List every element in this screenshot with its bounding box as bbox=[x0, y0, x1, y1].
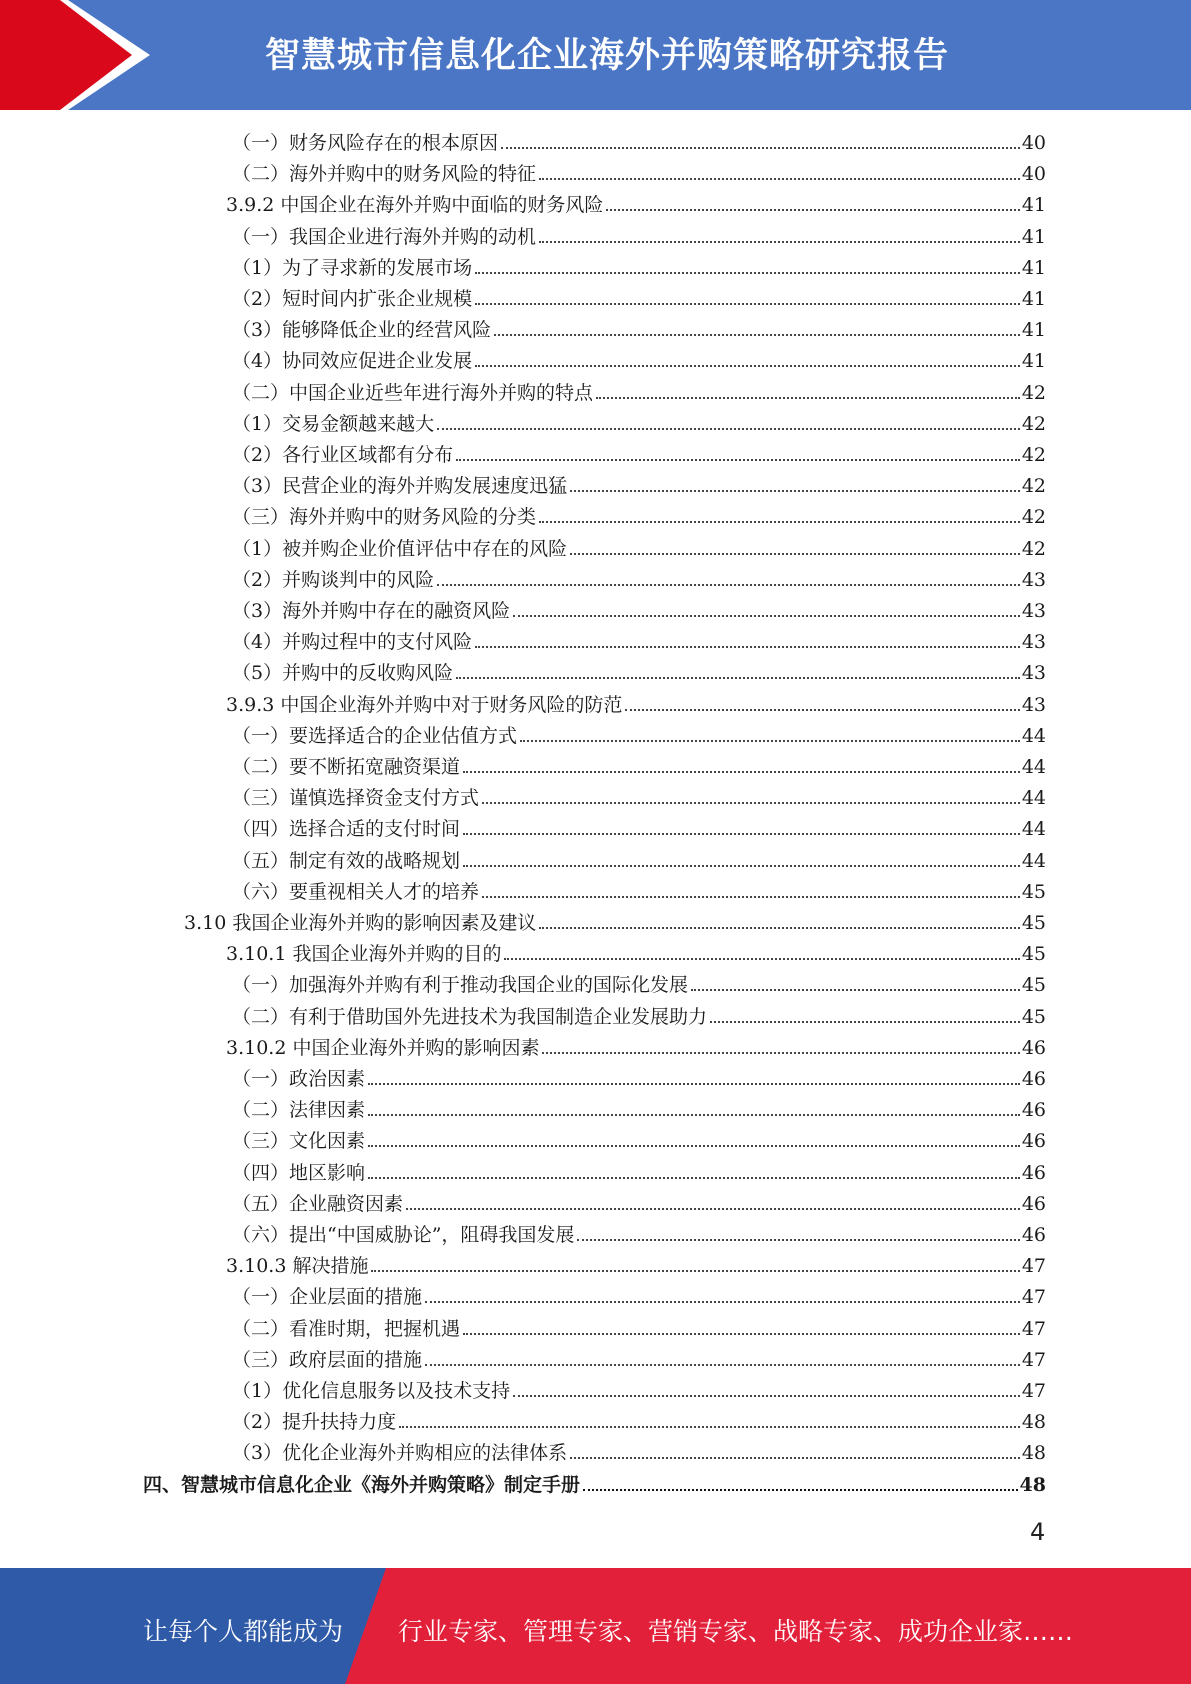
toc-entry[interactable] bbox=[232, 658, 1046, 689]
leader-dots bbox=[504, 958, 1019, 960]
leader-dots bbox=[475, 646, 1020, 648]
toc-entry-title: （一）我国企业进行海外并购的动机 bbox=[232, 226, 537, 248]
toc-entry-title: （四）地区影响 bbox=[232, 1162, 366, 1184]
leader-dots bbox=[406, 1208, 1020, 1210]
toc-entry[interactable] bbox=[226, 690, 1046, 721]
leader-dots bbox=[368, 1083, 1020, 1085]
toc-entry[interactable] bbox=[232, 1376, 1046, 1407]
toc-entry-title: （3）海外并购中存在的融资风险 bbox=[232, 600, 511, 622]
toc-entry-page: 47 bbox=[1021, 1349, 1046, 1371]
toc-entry-page: 45 bbox=[1021, 943, 1046, 965]
toc-entry[interactable] bbox=[232, 1407, 1046, 1438]
toc-entry-title: （一）企业层面的措施 bbox=[232, 1286, 423, 1308]
leader-dots bbox=[437, 428, 1020, 430]
toc-entry-title: （二）有利于借助国外先进技术为我国制造企业发展助力 bbox=[232, 1006, 708, 1028]
toc-entry-page: 41 bbox=[1021, 194, 1046, 216]
leader-dots bbox=[570, 553, 1020, 555]
toc-entry-page: 46 bbox=[1021, 1037, 1046, 1059]
toc-entry-page: 43 bbox=[1021, 662, 1046, 684]
toc-entry[interactable] bbox=[232, 1438, 1046, 1469]
toc-entry-title: （五）企业融资因素 bbox=[232, 1193, 404, 1215]
toc-entry-page: 46 bbox=[1021, 1130, 1046, 1152]
toc-entry[interactable] bbox=[232, 253, 1046, 284]
toc-entry[interactable] bbox=[232, 846, 1046, 877]
leader-dots bbox=[539, 927, 1019, 929]
toc-entry[interactable] bbox=[226, 1251, 1046, 1282]
toc-entry-title: （二）海外并购中的财务风险的特征 bbox=[232, 163, 537, 185]
toc-entry-page: 46 bbox=[1021, 1193, 1046, 1215]
toc-entry-page: 47 bbox=[1021, 1255, 1046, 1277]
toc-entry-title: （三）文化因素 bbox=[232, 1130, 366, 1152]
leader-dots bbox=[596, 397, 1020, 399]
toc-entry-page: 46 bbox=[1021, 1224, 1046, 1246]
toc-entry-title: （二）中国企业近些年进行海外并购的特点 bbox=[232, 382, 594, 404]
report-title: 智慧城市信息化企业海外并购策略研究报告 bbox=[265, 36, 950, 76]
toc-entry[interactable] bbox=[232, 1189, 1046, 1220]
toc-entry-page: 41 bbox=[1021, 319, 1046, 341]
page-number: 4 bbox=[1030, 1518, 1046, 1546]
leader-dots bbox=[371, 1270, 1019, 1272]
toc-entry-title: （1）为了寻求新的发展市场 bbox=[232, 257, 473, 279]
toc-entry-page: 45 bbox=[1021, 974, 1046, 996]
leader-dots bbox=[570, 1457, 1020, 1459]
toc-entry-page: 43 bbox=[1021, 569, 1046, 591]
header-chevron-logo bbox=[0, 0, 150, 110]
toc-entry[interactable] bbox=[232, 565, 1046, 596]
toc-entry[interactable] bbox=[232, 783, 1046, 814]
toc-entry-title: （1）优化信息服务以及技术支持 bbox=[232, 1380, 511, 1402]
leader-dots bbox=[475, 303, 1020, 305]
toc-entry-title: 3.10 我国企业海外并购的影响因素及建议 bbox=[184, 912, 537, 934]
toc-entry-title: （一）要选择适合的企业估值方式 bbox=[232, 725, 518, 747]
toc-entry-page: 42 bbox=[1021, 506, 1046, 528]
toc-entry[interactable] bbox=[232, 159, 1046, 190]
toc-entry[interactable] bbox=[232, 1314, 1046, 1345]
toc-entry[interactable] bbox=[232, 534, 1046, 565]
toc-entry-title: （5）并购中的反收购风险 bbox=[232, 662, 454, 684]
toc-entry-title: （4）协同效应促进企业发展 bbox=[232, 350, 473, 372]
toc-entry-page: 46 bbox=[1021, 1099, 1046, 1121]
leader-dots bbox=[710, 1021, 1020, 1023]
leader-dots bbox=[501, 147, 1020, 149]
toc-entry-page: 44 bbox=[1021, 725, 1046, 747]
leader-dots bbox=[368, 1145, 1020, 1147]
toc-entry-title: （三）政府层面的措施 bbox=[232, 1349, 423, 1371]
leader-dots bbox=[425, 1364, 1020, 1366]
leader-dots bbox=[463, 1333, 1020, 1335]
toc-entry[interactable] bbox=[232, 284, 1046, 315]
toc-entry-title: （3）民营企业的海外并购发展速度迅猛 bbox=[232, 475, 568, 497]
toc-entry[interactable] bbox=[232, 1345, 1046, 1376]
toc-entry[interactable] bbox=[232, 1220, 1046, 1251]
toc-entry[interactable] bbox=[232, 1158, 1046, 1189]
toc-entry-page: 41 bbox=[1021, 226, 1046, 248]
leader-dots bbox=[399, 1426, 1020, 1428]
toc-entry-page: 45 bbox=[1021, 881, 1046, 903]
toc-entry[interactable] bbox=[232, 627, 1046, 658]
leader-dots bbox=[368, 1177, 1020, 1179]
toc-entry-title: （1）交易金额越来越大 bbox=[232, 413, 435, 435]
leader-dots bbox=[456, 459, 1020, 461]
leader-dots bbox=[539, 521, 1020, 523]
toc-entry-title: （四）选择合适的支付时间 bbox=[232, 818, 461, 840]
toc-entry-page: 47 bbox=[1021, 1380, 1046, 1402]
toc-entry[interactable] bbox=[232, 378, 1046, 409]
toc-entry[interactable] bbox=[232, 1126, 1046, 1157]
toc-entry-title: （1）被并购企业价值评估中存在的风险 bbox=[232, 538, 568, 560]
toc-entry-page: 43 bbox=[1021, 631, 1046, 653]
toc-entry-page: 44 bbox=[1021, 818, 1046, 840]
toc-entry-title: 四、智慧城市信息化企业《海外并购策略》制定手册 bbox=[143, 1474, 581, 1496]
toc-entry-page: 44 bbox=[1021, 756, 1046, 778]
leader-dots bbox=[456, 677, 1020, 679]
toc-entry-title: （4）并购过程中的支付风险 bbox=[232, 631, 473, 653]
leader-dots bbox=[583, 1489, 1018, 1491]
toc-entry-title: （二）法律因素 bbox=[232, 1099, 366, 1121]
toc-entry-page: 41 bbox=[1021, 257, 1046, 279]
leader-dots bbox=[475, 272, 1020, 274]
toc-entry[interactable] bbox=[232, 596, 1046, 627]
leader-dots bbox=[482, 896, 1020, 898]
toc-entry-title: （六）要重视相关人才的培养 bbox=[232, 881, 480, 903]
toc-entry-title: 3.10.3 解决措施 bbox=[226, 1255, 369, 1277]
toc-entry-title: （一）加强海外并购有利于推动我国企业的国际化发展 bbox=[232, 974, 689, 996]
toc-entry[interactable] bbox=[232, 440, 1046, 471]
toc-entry-page: 42 bbox=[1021, 413, 1046, 435]
leader-dots bbox=[437, 584, 1020, 586]
toc-entry-title: （六）提出“中国威胁论”，阻碍我国发展 bbox=[232, 1224, 575, 1246]
toc-entry[interactable] bbox=[232, 1064, 1046, 1095]
toc-entry-title: 3.9.2 中国企业在海外并购中面临的财务风险 bbox=[226, 194, 604, 216]
toc-entry-chapter[interactable] bbox=[143, 1470, 1046, 1501]
toc-entry-title: 3.10.1 我国企业海外并购的目的 bbox=[226, 943, 502, 965]
footer-slogan-left: 让每个人都能成为 bbox=[143, 1617, 344, 1646]
toc-entry[interactable] bbox=[232, 1282, 1046, 1313]
toc-entry-title: 3.9.3 中国企业海外并购中对于财务风险的防范 bbox=[226, 694, 623, 716]
toc-entry-page: 45 bbox=[1021, 912, 1046, 934]
toc-entry-page: 42 bbox=[1021, 538, 1046, 560]
toc-entry-page: 40 bbox=[1021, 163, 1046, 185]
toc-entry[interactable] bbox=[232, 1002, 1046, 1033]
toc-entry[interactable] bbox=[184, 908, 1046, 939]
toc-entry-page: 43 bbox=[1021, 600, 1046, 622]
toc-entry-page: 46 bbox=[1021, 1068, 1046, 1090]
leader-dots bbox=[368, 1114, 1020, 1116]
footer-slogan-right: 行业专家、管理专家、营销专家、战略专家、成功企业家…… bbox=[398, 1617, 1074, 1646]
toc-entry[interactable] bbox=[226, 1033, 1046, 1064]
toc-entry-title: 3.10.2 中国企业海外并购的影响因素 bbox=[226, 1037, 540, 1059]
toc-entry-page: 42 bbox=[1021, 382, 1046, 404]
leader-dots bbox=[463, 771, 1020, 773]
toc-entry-title: （二）看准时期，把握机遇 bbox=[232, 1318, 461, 1340]
leader-dots bbox=[494, 334, 1020, 336]
leader-dots bbox=[539, 178, 1020, 180]
toc-entry-page: 46 bbox=[1021, 1162, 1046, 1184]
toc-entry[interactable] bbox=[232, 346, 1046, 377]
toc-entry[interactable] bbox=[226, 939, 1046, 970]
leader-dots bbox=[425, 1301, 1020, 1303]
toc-entry-title: （二）要不断拓宽融资渠道 bbox=[232, 756, 461, 778]
toc-entry-title: （3）优化企业海外并购相应的法律体系 bbox=[232, 1442, 568, 1464]
toc-entry[interactable] bbox=[232, 471, 1046, 502]
toc-entry-page: 47 bbox=[1021, 1318, 1046, 1340]
leader-dots bbox=[513, 615, 1020, 617]
toc-entry[interactable] bbox=[232, 128, 1046, 159]
leader-dots bbox=[463, 833, 1020, 835]
toc-entry[interactable] bbox=[232, 315, 1046, 346]
toc-entry-page: 44 bbox=[1021, 787, 1046, 809]
leader-dots bbox=[520, 740, 1020, 742]
toc-entry-title: （三）海外并购中的财务风险的分类 bbox=[232, 506, 537, 528]
toc-entry[interactable] bbox=[232, 1095, 1046, 1126]
toc-entry-page: 41 bbox=[1021, 350, 1046, 372]
toc-entry-title: （五）制定有效的战略规划 bbox=[232, 850, 461, 872]
leader-dots bbox=[542, 1052, 1019, 1054]
toc-entry-title: （2）并购谈判中的风险 bbox=[232, 569, 435, 591]
toc-entry-page: 44 bbox=[1021, 850, 1046, 872]
toc-entry-title: （一）政治因素 bbox=[232, 1068, 366, 1090]
toc-entry-title: （2）各行业区域都有分布 bbox=[232, 444, 454, 466]
leader-dots bbox=[539, 241, 1020, 243]
toc-entry-page: 45 bbox=[1021, 1006, 1046, 1028]
leader-dots bbox=[691, 989, 1020, 991]
toc-entry-title: （一）财务风险存在的根本原因 bbox=[232, 132, 499, 154]
toc-entry-page: 43 bbox=[1021, 694, 1046, 716]
leader-dots bbox=[625, 709, 1019, 711]
toc-entry-page: 42 bbox=[1021, 444, 1046, 466]
toc-entry-title: （2）提升扶持力度 bbox=[232, 1411, 397, 1433]
toc-entry-page: 41 bbox=[1021, 288, 1046, 310]
footer-banner bbox=[0, 1568, 1191, 1684]
toc-entry[interactable] bbox=[226, 190, 1046, 221]
toc-entry-page: 48 bbox=[1019, 1474, 1046, 1496]
toc-entry[interactable] bbox=[232, 752, 1046, 783]
leader-dots bbox=[463, 865, 1020, 867]
leader-dots bbox=[606, 209, 1019, 211]
toc-entry-page: 42 bbox=[1021, 475, 1046, 497]
toc-entry[interactable] bbox=[232, 721, 1046, 752]
toc-entry[interactable] bbox=[232, 222, 1046, 253]
leader-dots bbox=[570, 490, 1020, 492]
header-banner bbox=[0, 0, 1191, 110]
toc-entry[interactable] bbox=[232, 970, 1046, 1001]
toc-entry-page: 47 bbox=[1021, 1286, 1046, 1308]
toc-entry-title: （2）短时间内扩张企业规模 bbox=[232, 288, 473, 310]
toc-entry-page: 48 bbox=[1021, 1442, 1046, 1464]
leader-dots bbox=[475, 365, 1020, 367]
toc-entry-title: （3）能够降低企业的经营风险 bbox=[232, 319, 492, 341]
leader-dots bbox=[577, 1239, 1019, 1241]
toc-entry[interactable] bbox=[232, 877, 1046, 908]
toc-entry-page: 40 bbox=[1021, 132, 1046, 154]
toc-entry-title: （三）谨慎选择资金支付方式 bbox=[232, 787, 480, 809]
leader-dots bbox=[482, 802, 1020, 804]
toc-entry[interactable] bbox=[232, 502, 1046, 533]
toc-entry[interactable] bbox=[232, 814, 1046, 845]
toc-entry-page: 48 bbox=[1021, 1411, 1046, 1433]
leader-dots bbox=[513, 1395, 1020, 1397]
toc-entry[interactable] bbox=[232, 409, 1046, 440]
